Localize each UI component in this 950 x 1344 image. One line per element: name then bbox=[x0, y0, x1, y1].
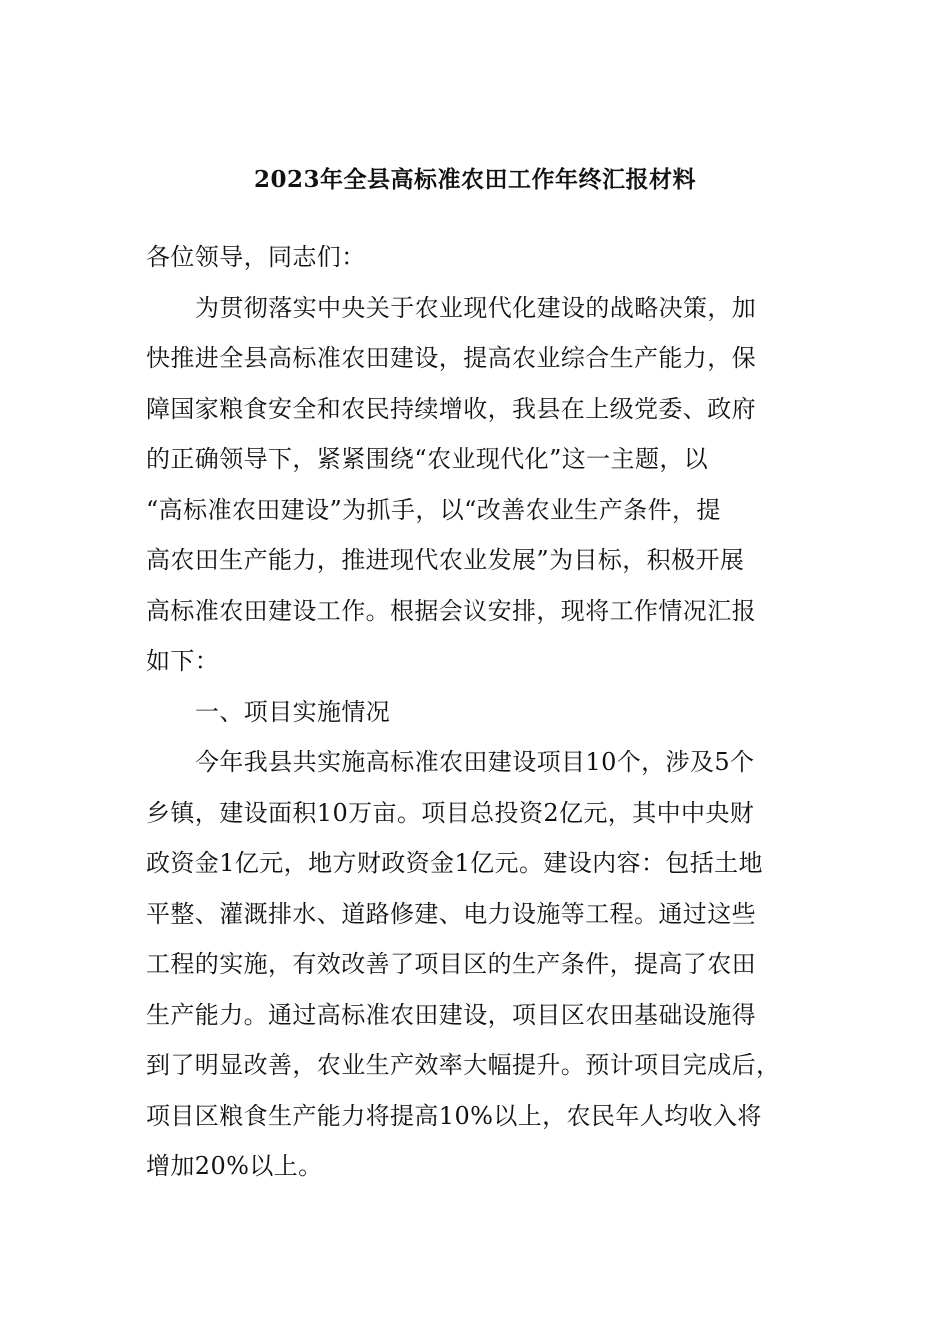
paragraph-2-line: 平整、灌溉排水、道路修建、电力设施等工程。通过这些 bbox=[146, 899, 756, 928]
paragraph-1-line: 高农田生产能力，推进现代农业发展”为目标，积极开展 bbox=[146, 546, 745, 574]
paragraph-2-line: 政资金1亿元，地方财政资金1亿元。建设内容：包括土地 bbox=[146, 849, 763, 877]
document-title: 2023年全县高标准农田工作年终汇报材料 bbox=[253, 166, 696, 193]
section-heading: 一、项目实施情况 bbox=[195, 697, 391, 726]
paragraph-2-line: 到了明显改善，农业生产效率大幅提升。预计项目完成后， bbox=[146, 1051, 781, 1079]
paragraph-2-line: 项目区粮食生产能力将提高10%以上，农民年人均收入将 bbox=[146, 1101, 762, 1130]
paragraph-1-line: 快推进全县高标准农田建设，提高农业综合生产能力，保 bbox=[146, 344, 756, 372]
paragraph-2-line: 增加20%以上。 bbox=[146, 1152, 323, 1180]
paragraph-2-line: 生产能力。通过高标准农田建设，项目区农田基础设施得 bbox=[146, 1000, 756, 1029]
paragraph-2-line: 工程的实施，有效改善了项目区的生产条件，提高了农田 bbox=[146, 950, 756, 978]
paragraph-1-line: 如下： bbox=[146, 647, 220, 675]
document-body bbox=[146, 232, 811, 1192]
paragraph-2-line: 今年我县共实施高标准农田建设项目10个，涉及5个 bbox=[195, 748, 755, 776]
paragraph-1-line: 高标准农田建设工作。根据会议安排，现将工作情况汇报 bbox=[146, 596, 756, 625]
paragraph-1-line: 的正确领导下，紧紧围绕“农业现代化”这一主题，以 bbox=[146, 445, 709, 473]
paragraph-1-line: “高标准农田建设”为抓手，以“改善农业生产条件，提 bbox=[146, 495, 721, 524]
paragraph-1-line: 障国家粮食安全和农民持续增收，我县在上级党委、政府 bbox=[146, 394, 756, 423]
salutation: 各位领导，同志们： bbox=[146, 243, 366, 271]
paragraph-2-line: 乡镇，建设面积10万亩。项目总投资2亿元，其中中央财 bbox=[146, 798, 755, 827]
paragraph-1-line: 为贯彻落实中央关于农业现代化建设的战略决策，加 bbox=[195, 293, 757, 322]
